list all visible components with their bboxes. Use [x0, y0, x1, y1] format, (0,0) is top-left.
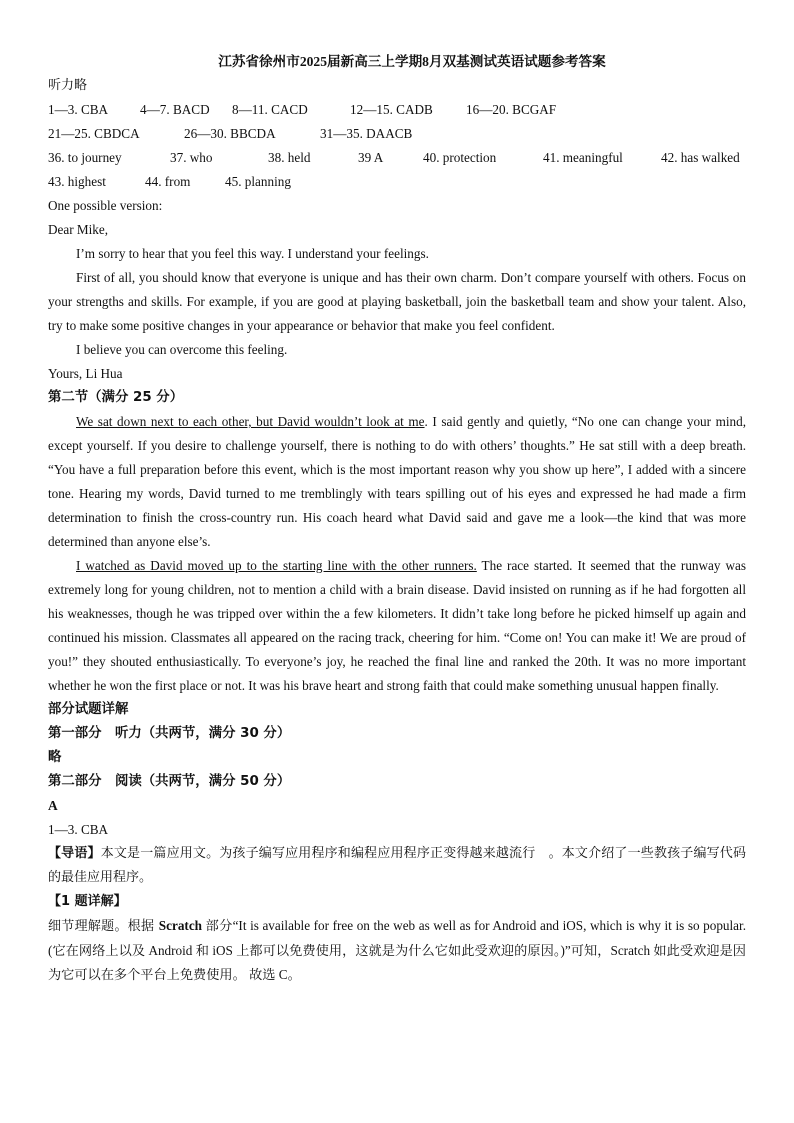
continuation-paragraph	[48, 410, 746, 554]
letter-paragraph: I believe you can overcome this feeling.	[76, 342, 288, 357]
answer-group: 4—7. BACD	[140, 102, 210, 117]
passage-label: A	[48, 798, 58, 813]
answers-row-1	[48, 98, 746, 122]
answer-item: 38. held	[268, 150, 311, 165]
answer-item: 45. planning	[225, 174, 291, 189]
answer-item: 36. to journey	[48, 150, 122, 165]
section-heading: 第二节（满分 25 分）	[48, 390, 184, 405]
part-heading: 第一部分 听力（共两节，满分 30 分）	[48, 726, 291, 741]
answer-group: 8—11. CACD	[232, 102, 308, 117]
letter-closing: Yours, Li Hua	[48, 366, 123, 381]
answer-group: 26—30. BBCDA	[184, 126, 276, 141]
explanation-keyword: Scratch	[158, 918, 203, 933]
intro-paragraph	[48, 842, 746, 890]
listening-omitted: 听力略	[48, 78, 88, 93]
answers-row-2	[48, 122, 746, 146]
letter-paragraph: First of all, you should know that everyone is unique and has their own charm. Don’t compare yourself with others. Focus on your strengths and skills. For example, if you are good at playing basketball, join the basketball team and show your talent. Also, try to make some positive changes in your appearance or behavior that make you feel confident.	[48, 270, 746, 333]
answer-key-page	[48, 50, 746, 987]
page-title: 江苏省徐州市2025届新高三上学期8月双基测试英语试题参考答案	[218, 54, 606, 69]
answer-item: 39 A	[358, 150, 384, 165]
answer-item: 44. from	[145, 174, 191, 189]
answer-group: 12—15. CADB	[350, 102, 433, 117]
answer-item: 37. who	[170, 150, 213, 165]
answer-item: 42. has walked	[661, 150, 740, 165]
explanation-text: 部分“It is available for free on the web as well as for Android and iOS, which is why it is so popular. (它在网络上以及 Android 和 iOS 上都可以免费使用，这就是为什么它如此受欢迎的原因。)”可知，Scratch 如此受欢迎是因为它可以在多个平台上免费使用。 故选 C。	[48, 918, 746, 982]
question-explanation	[48, 914, 746, 987]
answer-group: 31—35. DAACB	[320, 126, 413, 141]
answer-item: 41. meaningful	[543, 150, 623, 165]
omitted-note: 略	[48, 750, 62, 765]
underlined-sentence: I watched as David moved up to the starting line with the other runners.	[76, 558, 477, 573]
explanation-text: 细节理解题。根据	[48, 919, 159, 934]
intro-label: 【导语】	[48, 846, 101, 861]
answer-item: 40. protection	[423, 150, 497, 165]
intro-text: 本文是一篇应用文。为孩子编写应用程序和编程应用程序正变得越来越流行 。本文介绍了一些教孩子编写代码的最佳应用程序。	[48, 846, 746, 885]
answer-group: 1—3. CBA	[48, 102, 109, 117]
answer-group: 21—25. CBDCA	[48, 126, 140, 141]
question-range: 1—3. CBA	[48, 822, 109, 837]
answers-row-3	[48, 146, 746, 170]
part-heading: 第二部分 阅读（共两节，满分 50 分）	[48, 774, 291, 789]
paragraph-text: . I said gently and quietly, “No one can change your mind, except yourself. If you desire to challenge yourself, there is nothing to do with others’ thoughts.” He sat still with a deep breath. “You have a full preparation before this event, which is the most important reason why you show up here”, I added with a sincere tone. Hearing my words, David turned to me tremblingly with tears spilling out of his eyes and expressed he had made a firm determination to finish the cross-country run. His coach heard what David said and gave me a look—the kind that was more determined than anyone else’s.	[48, 414, 747, 549]
paragraph-text: The race started. It seemed that the runway was extremely long for young children, not to mention a child with a brain disease. David insisted on running as if he had forgotten all his weaknesses, though he was tripped over within the a few kilometers. It didn’t take long before he picked himself up again and continued his mission. Classmates all appeared on the racing track, cheering for him. “Come on! You can make it! We are proud of you!” they shouted enthusiastically. To everyone’s joy, he reached the final line and ranked the 20th. It was no more important whether he won the first place or not. It was his brave heart and strong faith that could make something unusual happen finally.	[48, 558, 746, 693]
continuation-paragraph	[48, 554, 746, 698]
letter-version-label: One possible version:	[48, 198, 163, 213]
letter-salutation: Dear Mike,	[48, 222, 109, 237]
answers-row-4	[48, 170, 746, 194]
explanations-heading: 部分试题详解	[48, 702, 129, 717]
answer-item: 43. highest	[48, 174, 106, 189]
letter-paragraph: I’m sorry to hear that you feel this way. I understand your feelings.	[76, 246, 429, 261]
question-detail-label: 【1 题详解】	[48, 894, 127, 909]
underlined-sentence: We sat down next to each other, but David wouldn’t look at me	[76, 414, 425, 429]
answer-group: 16—20. BCGAF	[466, 102, 557, 117]
